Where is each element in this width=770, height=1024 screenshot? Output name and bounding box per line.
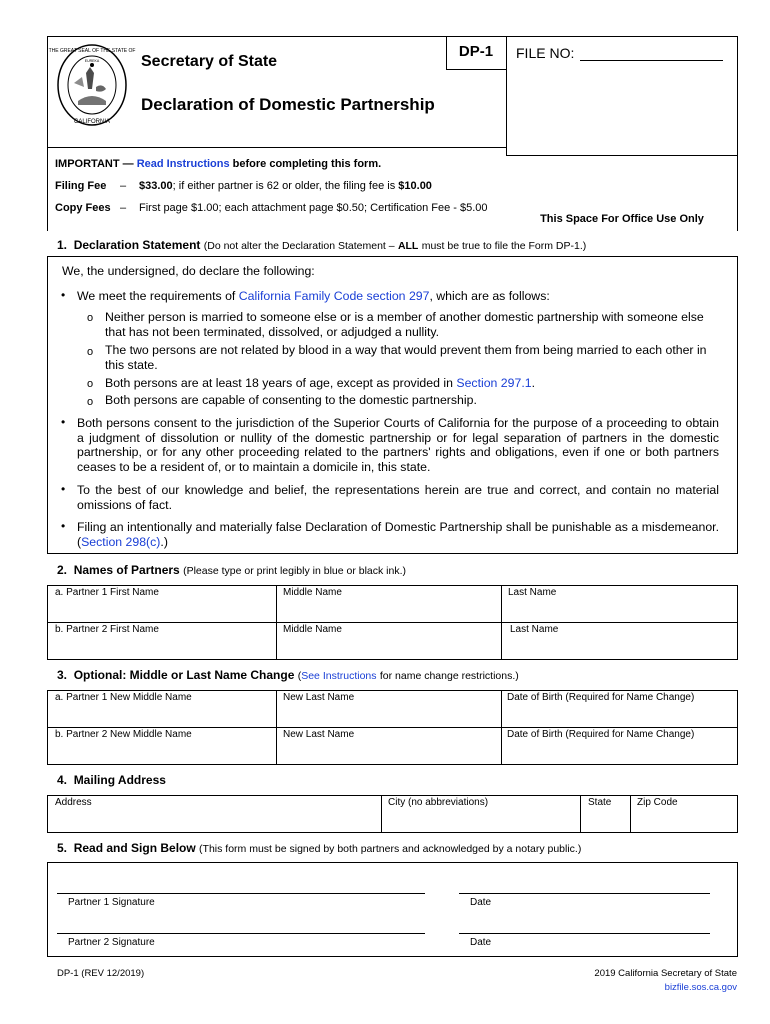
sub-requirement-2: The two persons are not related by blood in a way that would prevent them from being married to each other in this state. <box>105 343 707 372</box>
partner1-new-last-name-label: New Last Name <box>283 692 355 703</box>
section3-heading <box>57 668 519 682</box>
partner1-date-line[interactable] <box>459 893 710 894</box>
copy-fees-dash: – <box>120 202 127 214</box>
filing-fee-text <box>139 180 432 192</box>
filing-fee-label: Filing Fee <box>55 180 107 192</box>
section5-num: 5. <box>57 841 68 855</box>
section-297-1-link[interactable]: Section 297.1 <box>456 376 532 390</box>
section5-title: Read and Sign Below <box>73 841 196 855</box>
see-instructions-link[interactable]: See Instructions <box>301 670 377 682</box>
section1-heading <box>57 238 586 252</box>
partner2-dob-label: Date of Birth (Required for Name Change) <box>507 729 695 740</box>
partner1-signature-label: Partner 1 Signature <box>68 897 155 908</box>
form-revision: DP-1 (REV 12/2019) <box>57 968 145 979</box>
section4-num: 4. <box>57 773 68 787</box>
bullet4-text-a: Filing an intentionally and materially false Declaration of Domestic Partnership shall be punishable as a misdemeanor. ( <box>77 520 719 549</box>
filing-fee-mid: ; if either partner is 62 or older, the filing fee is <box>172 180 396 192</box>
bullet-misdemeanor <box>77 520 719 549</box>
file-no-line <box>580 60 723 61</box>
address-field[interactable] <box>47 795 382 833</box>
partner2-date-label: Date <box>470 937 492 948</box>
important-lead: IMPORTANT — <box>55 158 134 170</box>
partner1-date-label: Date <box>470 897 492 908</box>
sub3-text-b: . <box>531 376 536 390</box>
sub-bullet-circle: o <box>87 396 94 408</box>
header-divider <box>47 147 507 148</box>
copy-fees-text: First page $1.00; each attachment page $0.50; Certification Fee - $5.00 <box>139 202 488 214</box>
seal-top-text: THE GREAT SEAL OF THE STATE OF <box>48 48 136 54</box>
section-298c-link[interactable]: Section 298(c) <box>81 534 161 549</box>
sub3-text-a: Both persons are at least 18 years of age, except as provided in <box>105 376 453 390</box>
bullet-dot: • <box>61 288 66 302</box>
bullet-representations: To the best of our knowledge and belief, the representations herein are true and correct, and contain no material omissions of fact. <box>77 483 719 512</box>
section5-note: (This form must be signed by both partners and acknowledged by a notary public.) <box>199 843 582 855</box>
partner2-last-name-label: Last Name <box>510 624 559 635</box>
bullet-jurisdiction: Both persons consent to the jurisdiction of the Superior Courts of California for the purpose of a proceeding to obtain a judgment of dissolution or nullity of the domestic partnership or for legal separation of partners in the domestic partnership, or for any other proceeding related to the partners' rights and obligations, even if one or both partners ceases to be a resident of, or to maintain a domicile in, this state. <box>77 416 719 474</box>
form-id: DP-1 <box>458 43 494 60</box>
partner2-middle-name-label: Middle Name <box>283 624 342 635</box>
sub-bullet-circle: o <box>87 378 94 390</box>
section2-title: Names of Partners <box>73 563 180 577</box>
filing-fee-amount: $33.00 <box>139 180 173 192</box>
important-tail: before completing this form. <box>232 158 382 170</box>
bullet1-text-b: , which are as follows: <box>429 289 550 303</box>
filing-fee-senior: $10.00 <box>398 180 432 192</box>
partner2-date-line[interactable] <box>459 933 710 934</box>
important-note <box>55 158 381 170</box>
section4-heading <box>57 773 166 787</box>
partner1-first-name-label: a. Partner 1 First Name <box>55 587 159 598</box>
section3-num: 3. <box>57 668 68 682</box>
read-instructions-link[interactable]: Read Instructions <box>136 158 230 170</box>
bullet4-text-b: .) <box>160 534 168 549</box>
california-seal-logo <box>48 43 136 129</box>
sub-bullet-circle: o <box>87 346 94 358</box>
bizfile-link[interactable]: bizfile.sos.ca.gov <box>664 982 737 993</box>
family-code-297-link[interactable]: California Family Code section 297 <box>238 289 430 303</box>
section1-note-b: must be true to file the Form DP-1.) <box>421 240 587 252</box>
sub-requirement-3 <box>105 376 727 391</box>
section1-note-a: (Do not alter the Declaration Statement – <box>203 240 395 252</box>
sub-requirement-4: Both persons are capable of consenting to the domestic partnership. <box>105 393 477 407</box>
section5-heading <box>57 841 581 855</box>
partner2-signature-line[interactable] <box>57 933 425 934</box>
declaration-intro: We, the undersigned, do declare the following: <box>62 264 315 278</box>
zip-code-label: Zip Code <box>637 797 678 808</box>
partner1-middle-name-label: Middle Name <box>283 587 342 598</box>
address-label: Address <box>55 797 92 808</box>
partner2-signature-label: Partner 2 Signature <box>68 937 155 948</box>
section2-note: (Please type or print legibly in blue or black ink.) <box>183 565 407 577</box>
bullet-requirements <box>77 289 727 304</box>
partner1-signature-line[interactable] <box>57 893 425 894</box>
partner2-first-name-label: b. Partner 2 First Name <box>55 624 159 635</box>
partner1-last-name-label: Last Name <box>508 587 557 598</box>
bullet-dot: • <box>61 482 66 496</box>
city-label: City (no abbreviations) <box>388 797 489 808</box>
section3-title: Optional: Middle or Last Name Change <box>73 668 295 682</box>
copy-fees-label: Copy Fees <box>55 202 111 214</box>
copyright: 2019 California Secretary of State <box>594 968 737 979</box>
section3-note-a: ( <box>297 670 302 682</box>
section2-heading <box>57 563 406 577</box>
partner1-dob-label: Date of Birth (Required for Name Change) <box>507 692 695 703</box>
section1-note-all: ALL <box>397 240 419 252</box>
office-use-label: This Space For Office Use Only <box>540 213 704 225</box>
org-name: Secretary of State <box>141 53 278 70</box>
partner1-new-middle-name-label: a. Partner 1 New Middle Name <box>55 692 192 703</box>
section1-title: Declaration Statement <box>73 238 201 252</box>
sub-requirement-1: Neither person is married to someone else or is a member of another domestic partnership with someone else that has not been terminated, dissolved, or adjudged a nullity. <box>105 310 704 339</box>
state-label: State <box>588 797 612 808</box>
partner2-new-last-name-label: New Last Name <box>283 729 355 740</box>
bullet-dot: • <box>61 519 66 533</box>
section3-note-b: for name change restrictions.) <box>379 670 519 682</box>
section4-title: Mailing Address <box>73 773 166 787</box>
section1-num: 1. <box>57 238 68 252</box>
section2-num: 2. <box>57 563 68 577</box>
file-no-label: FILE NO: <box>516 45 575 61</box>
seal-motto: EUREKA <box>84 59 100 63</box>
filing-fee-dash: – <box>120 180 127 192</box>
bullet-dot: • <box>61 415 66 429</box>
sub-bullet-circle: o <box>87 312 94 324</box>
form-title: Declaration of Domestic Partnership <box>141 95 435 114</box>
bullet1-text-a: We meet the requirements of <box>77 289 236 303</box>
partner2-new-middle-name-label: b. Partner 2 New Middle Name <box>55 729 192 740</box>
seal-bottom-text: CALIFORNIA <box>73 119 111 125</box>
